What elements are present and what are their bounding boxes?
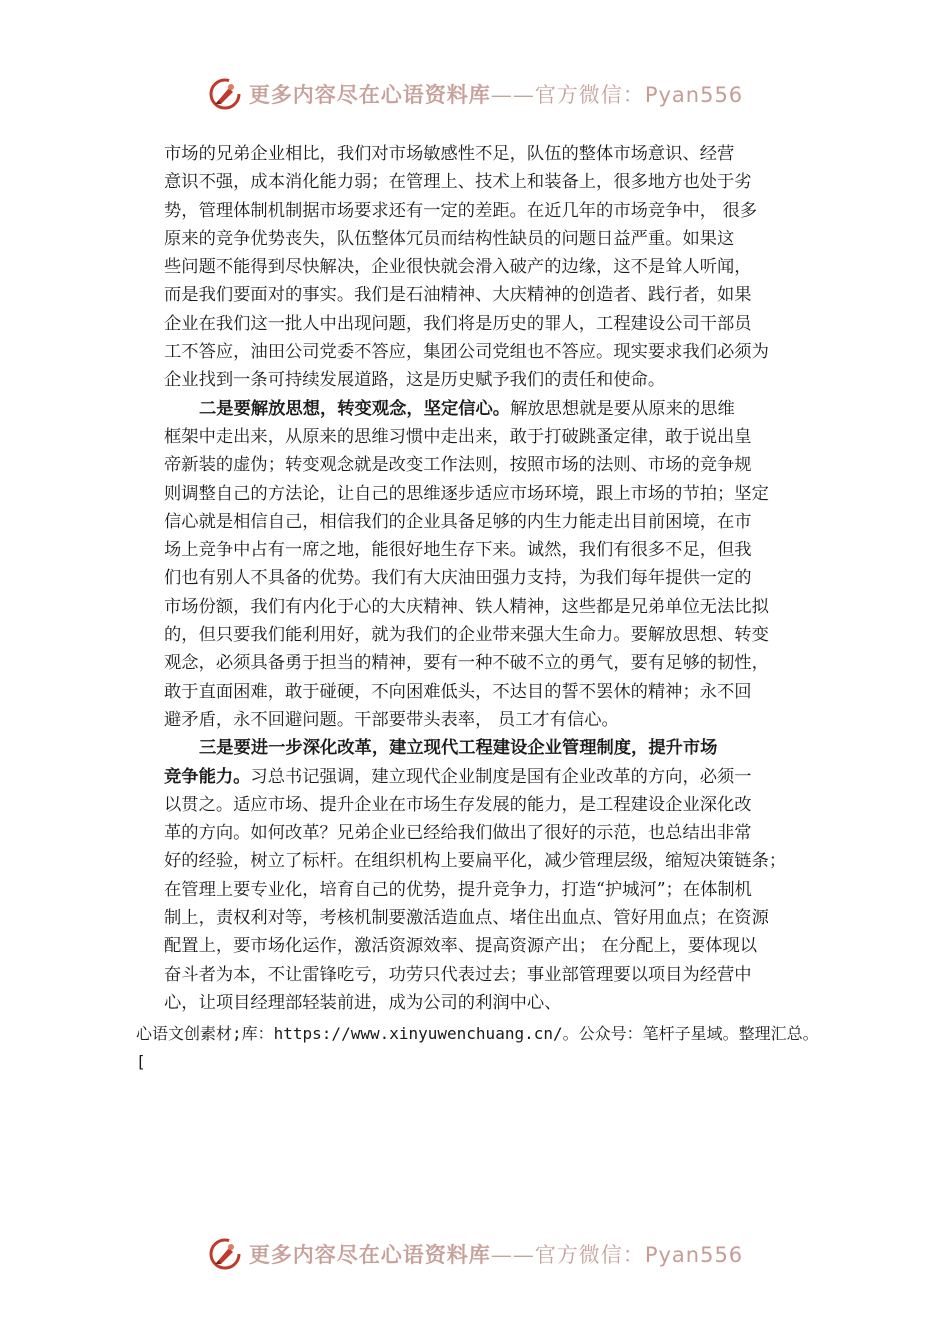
brand-logo-icon — [207, 1236, 243, 1272]
p3-line: 心，让项目经理部轻装前进，成为公司的利润中心、 — [164, 992, 562, 1013]
banner-dash: —— — [490, 83, 535, 107]
p1-line: 原来的竞争优势丧失，队伍整体冗员而结构性缺员的问题日益严重。如果这 — [164, 228, 735, 249]
p2-first-line — [164, 395, 804, 423]
p1-line: 市场的兄弟企业相比，我们对市场敏感性不足，队伍的整体市场意识、经营 — [164, 144, 735, 164]
banner-dash: —— — [490, 1243, 535, 1267]
p3-second-rest: 习总书记强调，建立现代企业制度是国有企业改革的方向，必须一 — [250, 766, 752, 787]
banner-wechat-label: 官方微信： — [534, 83, 645, 107]
p3-line: 奋斗者为本，不让雷锋吃亏，功劳只代表过去；事业部管理要以项目为经营中 — [164, 964, 752, 985]
p2-first-rest: 解放思想就是要从原来的思维 — [510, 398, 735, 419]
banner-text — [249, 79, 743, 109]
p1-line: 而是我们要面对的事实。我们是石油精神、大庆精神的创造者、践行者，如果 — [164, 285, 752, 306]
p3-line: 在管理上要专业化，培育自己的优势，提升竞争力，打造“护城河”；在体制机 — [164, 879, 752, 900]
p3-line: 以贯之。适应市场、提升企业在市场生存发展的能力，是工程建设企业深化改 — [164, 794, 752, 815]
p3-second-line — [164, 763, 804, 791]
brand-logo-icon — [207, 76, 243, 112]
p3-first-line — [164, 734, 804, 762]
p2-heading: 二是要解放思想，转变观念，坚定信心。 — [199, 398, 511, 419]
p2-line: 帝新装的虚伪；转变观念就是改变工作法则，按照市场的法则、市场的竞争规 — [164, 455, 752, 476]
banner-account: Pyan556 — [644, 83, 744, 107]
p1-line: 企业在我们这一批人中出现问题，我们将是历史的罪人，工程建设公司干部员 — [164, 313, 752, 334]
p3-line: 配置上，要市场化运作，激活资源效率、提高资源产出； 在分配上，要体现以 — [164, 936, 758, 957]
p2-line: 避矛盾，永不回避问题。干部要带头表率， 员工才有信心。 — [164, 709, 619, 730]
p1-line: 企业找到一条可持续发展道路，这是历史赋予我们的责任和使命。 — [164, 370, 666, 391]
footer-banner — [0, 1234, 950, 1274]
p1-line: 意识不强，成本消化能力弱；在管理上、技术上和装备上，很多地方也处于劣 — [164, 172, 752, 193]
banner-main: 更多内容尽在心语资料库 — [248, 82, 491, 107]
p2-line: 敢于直面困难，敢于碰硬，不向困难低头，不达目的誓不罢休的精神；永不回 — [164, 681, 752, 702]
p2-line: 框架中走出来，从原来的思维习惯中走出来，敢于打破跳蚤定律，敢于说出皇 — [164, 426, 752, 447]
p3-heading-part2: 竞争能力。 — [164, 766, 251, 787]
banner-account: Pyan556 — [644, 1243, 744, 1267]
source-note: 心语文创素材;库：https://www.xinyuwenchuang.cn/。公众号：笔杆子星域。整理汇总。 — [136, 1024, 819, 1043]
p3-line: 好的经验，树立了标杆。在组织机构上要扁平化，减少管理层级，缩短决策链条； — [164, 851, 787, 872]
p2-line: 市场份额，我们有内化于心的大庆精神、铁人精神，这些都是兄弟单位无法比拟 — [164, 596, 769, 617]
banner-main: 更多内容尽在心语资料库 — [248, 1242, 491, 1267]
banner-text — [249, 1239, 743, 1269]
p2-line: 场上竞争中占有一席之地，能很好地生存下来。诚然，我们有很多不足，但我 — [164, 540, 752, 561]
p2-line: 观念，必须具备勇于担当的精神，要有一种不破不立的勇气，要有足够的韧性， — [164, 653, 769, 674]
p2-line: 信心就是相信自己，相信我们的企业具备足够的内生力能走出目前困境，在市 — [164, 511, 752, 532]
p2-line: 们也有别人不具备的优势。我们有大庆油田强力支持，为我们每年提供一定的 — [164, 568, 752, 589]
banner-wechat-label: 官方微信： — [534, 1243, 645, 1267]
document-body — [164, 140, 804, 1017]
p3-line: 制上，责权利对等，考核机制要激活造血点、堵住出血点、管好用血点；在资源 — [164, 908, 769, 929]
p1-line: 势，管理体制机制据市场要求还有一定的差距。在近几年的市场竞争中， 很多 — [164, 200, 758, 221]
header-banner — [0, 74, 950, 114]
stray-bracket: [ — [136, 1052, 146, 1071]
p3-line: 革的方向。如何改革？兄弟企业已经给我们做出了很好的示范，也总结出非常 — [164, 823, 752, 844]
p2-line: 的，但只要我们能利用好，就为我们的企业带来强大生命力。要解放思想、转变 — [164, 625, 769, 646]
p3-heading-part1: 三是要进一步深化改革，建立现代工程建设企业管理制度，提升市场 — [199, 738, 718, 759]
p1-line: 些问题不能得到尽快解决，企业很快就会滑入破产的边缘，这不是耸人听闻， — [164, 257, 752, 278]
p2-line: 则调整自己的方法论，让自己的思维逐步适应市场环境，跟上市场的节拍；坚定 — [164, 483, 769, 504]
p1-line: 工不答应，油田公司党委不答应，集团公司党组也不答应。现实要求我们必须为 — [164, 342, 769, 363]
